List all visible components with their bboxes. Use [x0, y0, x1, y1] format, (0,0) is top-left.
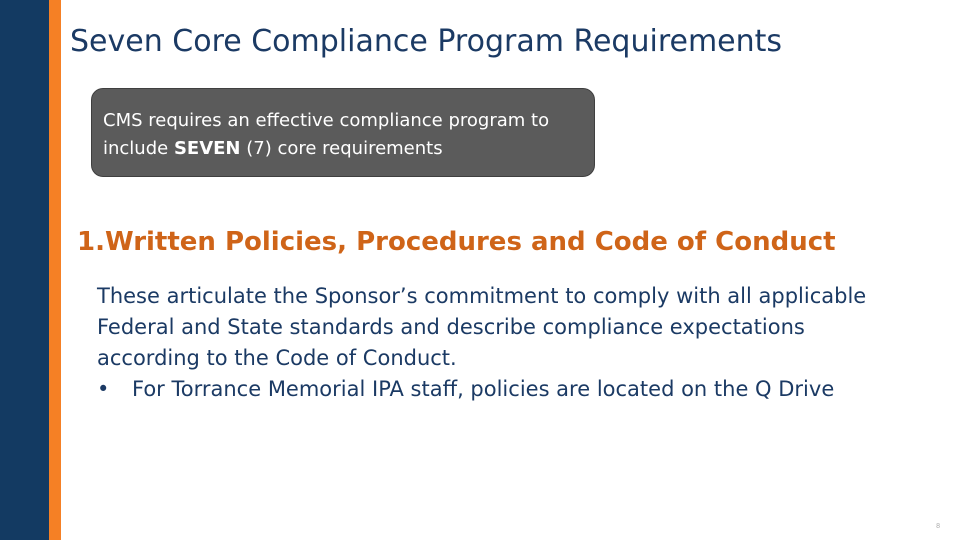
callout-text-end: (7) core requirements [240, 138, 443, 159]
bullet-text: For Torrance Memorial IPA staff, policies are located on the Q Drive [132, 377, 835, 401]
body-line-1: These articulate the Sponsor’s commitment to comply with all applicable [97, 284, 867, 308]
bullet-icon: • [97, 377, 110, 401]
slide-title: Seven Core Compliance Program Requirements [70, 24, 783, 59]
callout-text-start: CMS requires an effective compliance program to include [103, 110, 550, 159]
bullet-item [97, 374, 942, 405]
body-line-3: according to the Code of Conduct. [97, 346, 457, 370]
requirement-body [97, 281, 942, 405]
body-line-2: Federal and State standards and describe compliance expectations [97, 315, 805, 339]
requirement-heading: 1.Written Policies, Procedures and Code of Conduct [77, 227, 836, 257]
page-number: 8 [936, 523, 940, 530]
left-accent-bar-orange [49, 0, 61, 540]
callout-box [91, 88, 595, 177]
callout-text-bold: SEVEN [173, 138, 241, 159]
left-accent-bar-navy [0, 0, 49, 540]
